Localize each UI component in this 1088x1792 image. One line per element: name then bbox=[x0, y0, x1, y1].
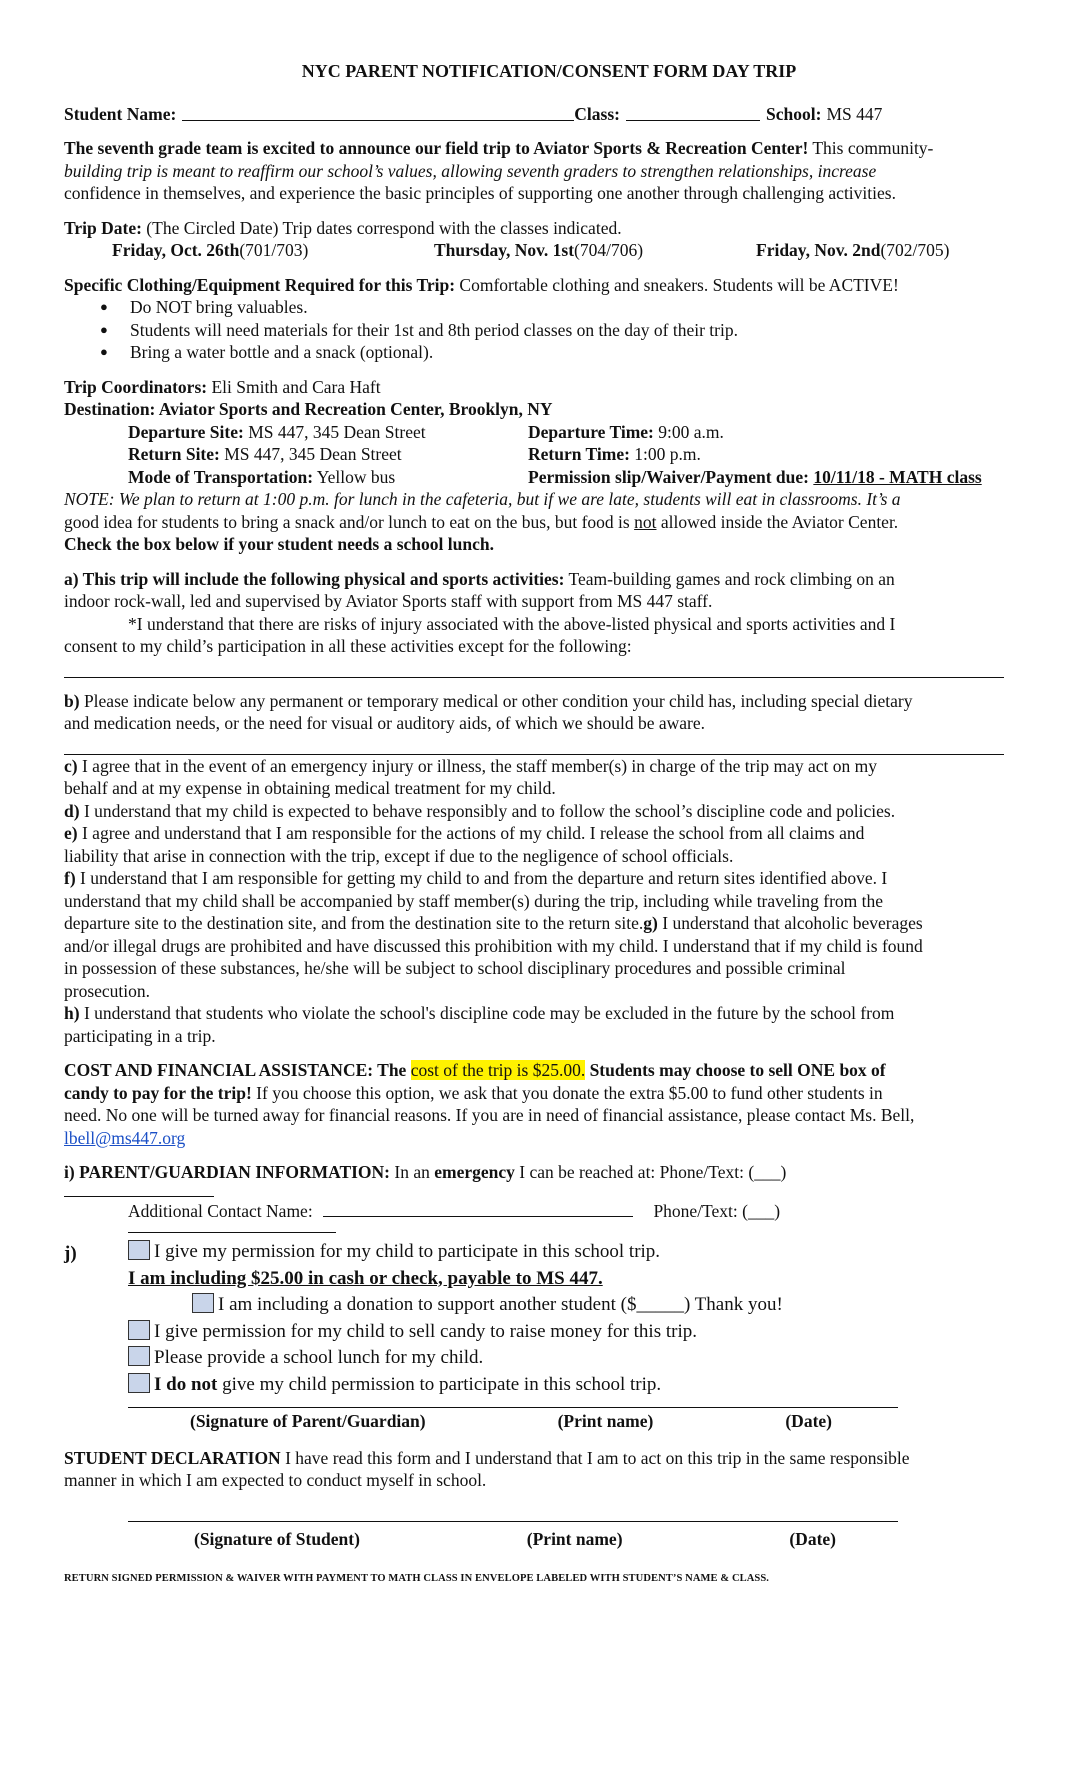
section-g-text-3: in possession of these substances, he/she will be subject to school disciplinary procedures and possible criminal bbox=[64, 958, 846, 978]
section-a bbox=[64, 568, 1034, 678]
section-h-text: I understand that students who violate the school's discipline code may be excluded in the future by the school from bbox=[79, 1003, 895, 1023]
trip-date-class: (701/703) bbox=[239, 240, 309, 260]
student-declaration-text-2: manner in which I am expected to conduct myself in school. bbox=[64, 1470, 487, 1490]
section-a-label: a) This trip will include the following physical and sports activities: bbox=[64, 568, 565, 589]
section-d-label: d) bbox=[64, 800, 80, 821]
consent-form bbox=[64, 60, 1034, 1591]
participate-checkbox[interactable] bbox=[128, 1240, 150, 1260]
student-signature-label: (Signature of Student) bbox=[194, 1528, 360, 1549]
decline-checkbox[interactable] bbox=[128, 1373, 150, 1393]
student-name-field[interactable] bbox=[182, 103, 574, 121]
section-f-label: f) bbox=[64, 868, 76, 888]
return-site-label: Return Site: bbox=[128, 444, 220, 464]
cost-label: COST AND FINANCIAL ASSISTANCE: The bbox=[64, 1060, 411, 1080]
departure-site-label: Departure Site: bbox=[128, 421, 244, 442]
list-item: ● Do NOT bring valuables. bbox=[100, 296, 1034, 319]
additional-contact-label: Additional Contact Name: bbox=[128, 1200, 313, 1221]
section-e-text-2: liability that arise in connection with the trip, except if due to the negligence of school officials. bbox=[64, 845, 734, 866]
coordinators-label: Trip Coordinators: bbox=[64, 376, 208, 397]
student-declaration-text: I have read this form and I understand that I am to act on this trip in the same responsible bbox=[280, 1447, 910, 1468]
clothing-section bbox=[64, 274, 1034, 364]
option-participate bbox=[64, 1239, 1034, 1266]
trip-date-2 bbox=[434, 239, 756, 262]
school-label: School: bbox=[766, 103, 822, 124]
transport-value: Yellow bus bbox=[313, 466, 396, 487]
additional-contact-line bbox=[64, 1199, 1034, 1223]
student-declaration bbox=[64, 1447, 1034, 1492]
cost-text: If you choose this option, we ask that you donate the extra $5.00 to fund other students in bbox=[251, 1082, 883, 1103]
note-section bbox=[64, 488, 1034, 556]
intro-italic: building trip is meant to reaffirm our school’s values, allowing seventh graders to strengthen relationships, increase bbox=[64, 160, 877, 181]
contact-email-link[interactable]: lbell@ms447.org bbox=[64, 1127, 186, 1148]
option-lunch bbox=[64, 1345, 1034, 1372]
student-name-label: Student Name: bbox=[64, 103, 177, 124]
clothing-label: Specific Clothing/Equipment Required for this Trip: bbox=[64, 274, 456, 295]
logistics-section bbox=[64, 376, 1034, 489]
additional-contact-field[interactable] bbox=[323, 1199, 633, 1217]
parent-signature-label: (Signature of Parent/Guardian) bbox=[190, 1411, 426, 1431]
option-candy-text: I give permission for my child to sell candy to raise money for this trip. bbox=[154, 1320, 697, 1342]
trip-date-day: Friday, Nov. 2nd bbox=[756, 240, 881, 260]
section-j-label: j) bbox=[64, 1243, 77, 1264]
section-b-text-2: and medication needs, or the need for visual or auditory aids, of which we should be aware. bbox=[64, 713, 705, 733]
departure-time-value: 9:00 a.m. bbox=[653, 421, 724, 442]
section-i-label: i) PARENT/GUARDIAN INFORMATION: bbox=[64, 1162, 391, 1182]
emergency-phone-line[interactable] bbox=[64, 1184, 214, 1197]
exceptions-line[interactable] bbox=[64, 676, 1004, 678]
intro-text: This community- bbox=[808, 138, 934, 158]
section-g-text: I understand that alcoholic beverages bbox=[657, 913, 923, 933]
additional-contact-underline bbox=[128, 1222, 336, 1233]
trip-date-day: Thursday, Nov. 1st bbox=[434, 240, 575, 260]
trip-date-3 bbox=[756, 239, 950, 262]
section-i-text: In an bbox=[390, 1162, 435, 1182]
student-signature-labels bbox=[64, 1528, 836, 1551]
parent-signature-line[interactable] bbox=[128, 1406, 898, 1408]
section-f bbox=[64, 867, 1034, 1002]
section-c-label: c) bbox=[64, 755, 78, 776]
intro-bold: The seventh grade team is excited to announce our field trip to Aviator Sports & Recreation Center! bbox=[64, 138, 809, 158]
cost-text-2: need. No one will be turned away for financial reasons. If you are in need of financial assistance, please contact Ms. Bell, bbox=[64, 1105, 915, 1125]
print-name-label: (Print name) bbox=[526, 1528, 623, 1549]
section-a-text: Team-building games and rock climbing on an bbox=[564, 568, 895, 589]
option-donation bbox=[64, 1292, 1034, 1319]
section-f-text: I understand that I am responsible for getting my child to and from the departure and return sites identified above. I bbox=[75, 868, 888, 888]
additional-phone-label: Phone/Text: (___) bbox=[653, 1200, 781, 1221]
school-value: MS 447 bbox=[826, 103, 883, 124]
trip-date-1 bbox=[112, 239, 434, 262]
section-h bbox=[64, 1002, 1034, 1047]
parent-signature-labels bbox=[64, 1410, 832, 1433]
note-bold: Check the box below if your student needs a school lunch. bbox=[64, 534, 494, 554]
payment-note-text: I am including $25.00 in cash or check, payable to MS 447. bbox=[128, 1267, 603, 1289]
section-j bbox=[64, 1239, 1034, 1398]
section-i bbox=[64, 1161, 1034, 1233]
due-label: Permission slip/Waiver/Payment due: bbox=[528, 466, 814, 487]
section-d-text: I understand that my child is expected to behave responsibly and to follow the school’s discipline code and policies. bbox=[79, 800, 896, 821]
intro-text-2: confidence in themselves, and experience the basic principles of supporting one another through challenging activities. bbox=[64, 183, 896, 203]
class-label: Class: bbox=[574, 103, 620, 124]
trip-date-class: (702/705) bbox=[880, 240, 950, 260]
trip-date-text: (The Circled Date) Trip dates correspond with the classes indicated. bbox=[141, 217, 622, 238]
trip-date-day: Friday, Oct. 26th bbox=[112, 240, 240, 260]
section-f-text-3: departure site to the destination site, and from the destination site to the return site. bbox=[64, 913, 644, 933]
option-participate-text: I give my permission for my child to participate in this school trip. bbox=[154, 1241, 661, 1262]
due-value: 10/11/18 - MATH class bbox=[813, 466, 982, 487]
coordinators-value: Eli Smith and Cara Haft bbox=[207, 376, 381, 397]
section-g-text-4: prosecution. bbox=[64, 980, 151, 1001]
trip-dates bbox=[64, 239, 1034, 262]
section-a-text-3: *I understand that there are risks of injury associated with the above-listed physical and sports activities and I bbox=[128, 613, 896, 634]
section-a-text-4: consent to my child’s participation in all these activities except for the following: bbox=[64, 636, 632, 656]
student-declaration-label: STUDENT DECLARATION bbox=[64, 1447, 281, 1468]
list-item: ● Bring a water bottle and a snack (optional). bbox=[100, 341, 1034, 364]
section-c-text-2: behalf and at my expense in obtaining medical treatment for my child. bbox=[64, 778, 556, 798]
section-c bbox=[64, 755, 1034, 800]
note-text-2: allowed inside the Aviator Center. bbox=[656, 511, 899, 532]
note-italic: NOTE: We plan to return at 1:00 p.m. for lunch in the cafeteria, but if we are late, students will eat in classrooms. It’s a bbox=[64, 489, 901, 509]
transport-label: Mode of Transportation: bbox=[128, 466, 314, 487]
student-signature-line[interactable] bbox=[128, 1520, 898, 1522]
return-time-value: 1:00 p.m. bbox=[629, 444, 701, 464]
section-g-label: g) bbox=[643, 913, 658, 933]
form-title: NYC PARENT NOTIFICATION/CONSENT FORM DAY TRIP bbox=[301, 61, 797, 81]
logistics-grid bbox=[64, 421, 1034, 489]
footer-instructions: RETURN SIGNED PERMISSION & WAIVER WITH PAYMENT TO MATH CLASS IN ENVELOPE LABELED WITH STUDENT’S NAME & CLASS. bbox=[64, 1573, 770, 1584]
section-h-label: h) bbox=[64, 1003, 80, 1023]
section-d bbox=[64, 800, 1034, 823]
note-not: not bbox=[634, 511, 657, 532]
section-b-label: b) bbox=[64, 690, 80, 711]
return-time-label: Return Time: bbox=[528, 444, 630, 464]
date-label: (Date) bbox=[789, 1528, 836, 1549]
trip-date-section bbox=[64, 217, 1034, 262]
intro-paragraph bbox=[64, 137, 1034, 205]
candy-checkbox[interactable] bbox=[128, 1320, 150, 1340]
option-decline-bold: I do not bbox=[154, 1373, 218, 1395]
class-field[interactable] bbox=[626, 103, 760, 121]
note-text: good idea for students to bring a snack and/or lunch to eat on the bus, but food is bbox=[64, 511, 635, 532]
section-b-text: Please indicate below any permanent or temporary medical or other condition your child has, including special dietary bbox=[79, 690, 913, 711]
option-lunch-text: Please provide a school lunch for my child. bbox=[154, 1347, 484, 1368]
departure-site-value: MS 447, 345 Dean Street bbox=[243, 421, 426, 442]
option-donation-text: I am including a donation to support another student ($_____) Thank you! bbox=[218, 1294, 783, 1315]
departure-time-label: Departure Time: bbox=[528, 421, 654, 442]
section-b bbox=[64, 690, 1034, 755]
donation-checkbox[interactable] bbox=[192, 1293, 214, 1313]
date-label: (Date) bbox=[785, 1411, 832, 1431]
section-f-text-2: understand that my child shall be accompanied by staff member(s) during the trip, including while traveling from the bbox=[64, 890, 884, 911]
section-e-text: I agree and understand that I am responsible for the actions of my child. I release the school from all claims and bbox=[77, 823, 865, 843]
cost-bold-2: candy to pay for the trip! bbox=[64, 1082, 252, 1103]
print-name-label: (Print name) bbox=[557, 1411, 654, 1431]
list-item: ● Students will need materials for their 1st and 8th period classes on the day of their trip. bbox=[100, 319, 1034, 342]
lunch-checkbox[interactable] bbox=[128, 1346, 150, 1366]
payment-note bbox=[64, 1266, 1034, 1293]
section-a-text-2: indoor rock-wall, led and supervised by Aviator Sports staff with support from MS 447 staff. bbox=[64, 591, 713, 611]
cost-section bbox=[64, 1059, 1034, 1149]
clothing-list bbox=[64, 296, 1034, 364]
student-info-line bbox=[64, 103, 1034, 126]
trip-date-class: (704/706) bbox=[574, 240, 644, 260]
section-i-emergency: emergency bbox=[434, 1162, 515, 1182]
trip-date-label: Trip Date: bbox=[64, 217, 142, 238]
section-c-text: I agree that in the event of an emergency injury or illness, the staff member(s) in charge of the trip may act on my bbox=[77, 755, 877, 776]
return-site-value: MS 447, 345 Dean Street bbox=[219, 444, 402, 464]
clothing-text: Comfortable clothing and sneakers. Students will be ACTIVE! bbox=[455, 274, 899, 295]
destination: Destination: Aviator Sports and Recreation Center, Brooklyn, NY bbox=[64, 399, 553, 419]
option-decline bbox=[64, 1372, 1034, 1399]
cost-bold: Students may choose to sell ONE box of bbox=[585, 1060, 886, 1080]
cost-highlight: cost of the trip is $25.00. bbox=[410, 1060, 586, 1080]
section-e-label: e) bbox=[64, 823, 78, 843]
section-h-text-2: participating in a trip. bbox=[64, 1025, 216, 1046]
section-i-text-2: I can be reached at: Phone/Text: (___) bbox=[514, 1162, 787, 1182]
section-e bbox=[64, 822, 1034, 867]
option-candy bbox=[64, 1319, 1034, 1346]
section-g-text-2: and/or illegal drugs are prohibited and have discussed this prohibition with my child. I understand that if my child is found bbox=[64, 935, 923, 956]
option-decline-text: give my child permission to participate in this school trip. bbox=[217, 1373, 662, 1395]
